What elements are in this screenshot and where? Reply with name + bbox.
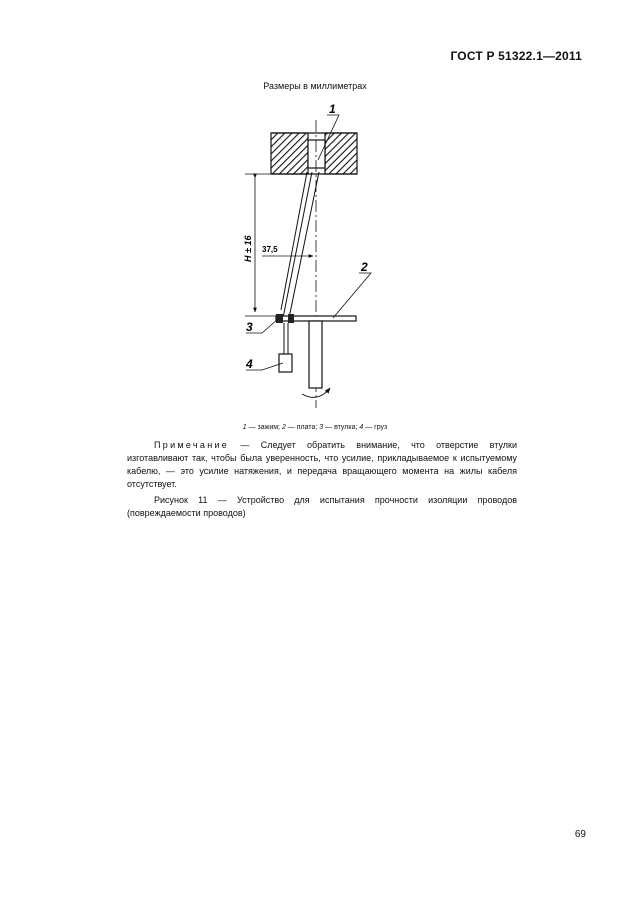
test-device-drawing <box>0 0 630 420</box>
cable <box>281 172 319 318</box>
standard-code: ГОСТ Р 51322.1—2011 <box>450 49 582 63</box>
dimensions-note: Размеры в миллиметрах <box>263 81 367 91</box>
weight-assembly <box>279 323 292 372</box>
figure-title-text: Рисунок 11 — Устройство для испытания прочности изоляции проводов (повреждаемости проводов) <box>127 495 517 518</box>
note-text: — Следует обратить внимание, что отверстие втулки изготавливают так, чтобы была уверенность, что усилие, прикладываемое к испытуемому кабелю, — это усилие натяжения, и передача вращающего момента на жилы кабеля отсутствует. <box>127 440 517 489</box>
callout-4: 4 <box>246 357 253 371</box>
legend-num-4: 4 <box>359 424 364 431</box>
legend-text-3: — втулка; <box>323 424 360 431</box>
page-number: 69 <box>574 829 586 840</box>
legend-num-2: 2 <box>281 424 286 431</box>
legend-text-2: — плата; <box>285 424 320 431</box>
dimension-h-label: H ± 16 <box>243 235 253 262</box>
legend-text-4: — груз <box>363 424 388 431</box>
clamp-block <box>271 133 357 174</box>
note-label: Примечание <box>154 440 230 450</box>
legend-num-3: 3 <box>319 424 324 431</box>
callout-1: 1 <box>329 102 336 116</box>
callout-2: 2 <box>361 260 368 274</box>
legend-text-1: — зажим; <box>246 424 282 431</box>
figure-title <box>127 494 517 520</box>
legend-num-1: 1 <box>242 424 247 431</box>
dimension-offset-label: 37,5 <box>262 245 278 254</box>
note-paragraph <box>127 439 517 491</box>
callout-3: 3 <box>246 320 253 334</box>
figure-legend <box>0 424 630 431</box>
